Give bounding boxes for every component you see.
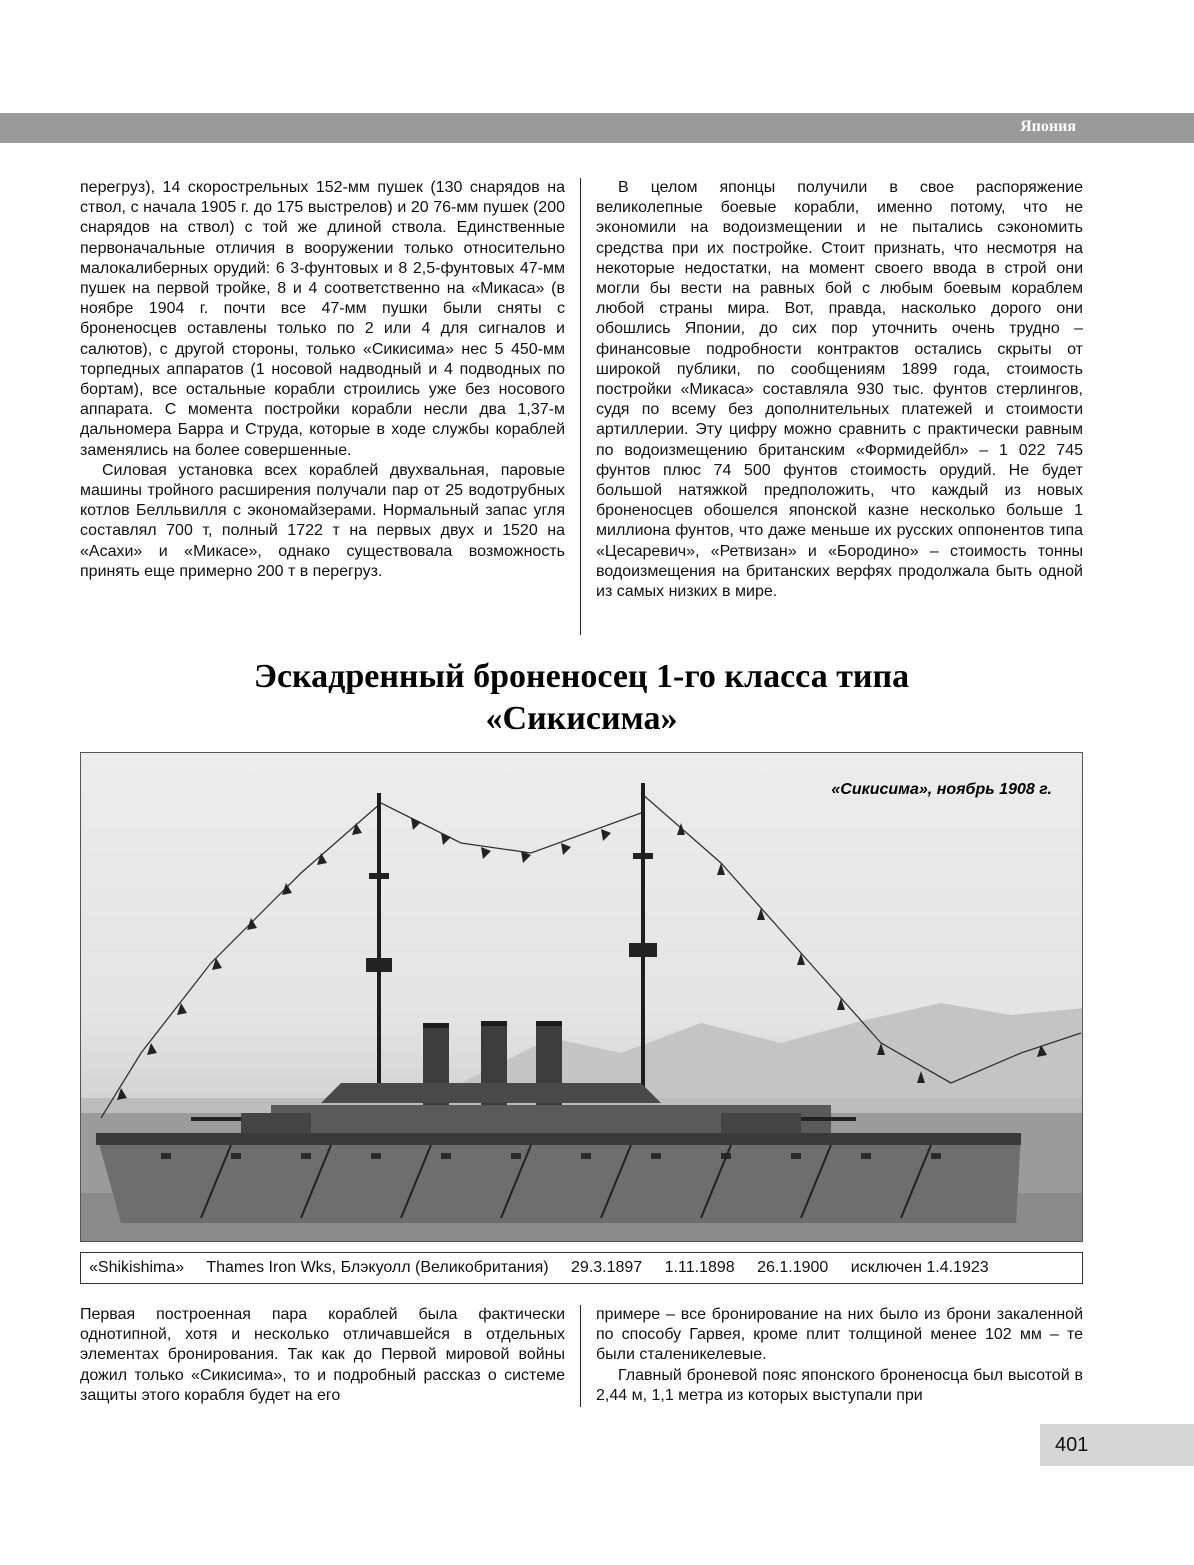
running-head: Япония bbox=[1020, 118, 1076, 135]
laid-down-date: 29.3.1897 bbox=[571, 1259, 643, 1276]
paragraph: В целом японцы получили в свое распоряжение великолепные боевые корабли, именно потому, что не экономили на водоизмещении и не пытались сэкономить средства при их постройке. Стоит признать, что несмотря на некоторые недостатки, на момент своего ввода в строй они могли бы вести на равных бой с любым боевым кораблем любой страны мира. Вот, правда, насколько дорого они обошлись Японии, до сих пор уточнить очень трудно – финансовые подробности контрактов остались скрыты от широкой публики, по сообщениям 1899 года, стоимость постройки «Микаса» составляла 930 тыс. фунтов стерлингов, судя по всему без дополнительных платежей и стоимости артиллерии. Эту цифру можно сравнить с практически равным по водоизмещению британским «Формидейбл» – 1 022 745 фунтов плюс 74 500 фунтов стоимость орудий. Не будет большой натяжкой предположить, что каждый из новых броненосцев обошелся японской казне несколько больше 1 миллиона фунтов, что даже меньше их русских оппонентов типа «Цесаревич», «Ретвизан» и «Бородино» – стоимость тонны водоизмещения на британских верфях продолжала быть одной из самых низких в мире. bbox=[596, 179, 1083, 601]
column-bottom-right bbox=[596, 1305, 1083, 1406]
commissioned-date: 26.1.1900 bbox=[757, 1259, 829, 1276]
column-top-left bbox=[80, 178, 565, 582]
ship-name: «Shikishima» bbox=[89, 1259, 185, 1276]
paragraph: Силовая установка всех кораблей двухвальная, паровые машины тройного расширения получали пар от 25 водотрубных котлов Белльвилля с экономайзерами. Нормальный запас угля составлял 700 т, полный 1722 т на первых двух и 1520 на «Асахи» и «Микасе», однако существовала возможность принять еще примерно 200 т в перегруз. bbox=[80, 461, 565, 580]
column-bottom-left bbox=[80, 1305, 565, 1406]
column-divider bbox=[580, 1305, 581, 1407]
ship-builder: Thames Iron Wks, Блэкуолл (Великобритания) bbox=[206, 1259, 549, 1276]
battleship-illustration bbox=[81, 753, 1083, 1242]
paragraph: Первая построенная пара кораблей была фактически однотипной, хотя и несколько отличавшейся в отдельных элементах бронирования. Так как до Первой мировой войны дожил только «Сикисима», то и подробный рассказ о системе защиты этого корабля будет на его bbox=[80, 1306, 565, 1404]
column-divider bbox=[580, 178, 581, 635]
ship-fate: исключен 1.4.1923 bbox=[850, 1259, 989, 1276]
paragraph: перегруз), 14 скорострельных 152-мм пушек (130 снарядов на ствол, с начала 1905 г. до 175 выстрелов) и 20 76-мм пушек (200 снарядов на ствол) с той же длиной ствола. Единственные первоначальные отличия в вооружении только относительно малокалиберных орудий: 6 3-фунтовых и 8 2,5-фунтовых 47-мм пушек на первой тройке, 8 и 4 соответственно на «Микаса» (в ноябре 1904 г. почти все 47-мм пушки были сняты с броненосцев оставлены только по 2 или 4 для сигналов и салютов), с другой стороны, только «Сикисима» нес 5 450-мм торпедных аппаратов (1 носовой надводный и 4 подводных по бортам), все остальные корабли строились уже без носового аппарата. С момента постройки корабли несли два 1,37-м дальномера Барра и Струда, которые в ходе службы кораблей заменялись на более совершенные. bbox=[80, 179, 565, 459]
page-number: 401 bbox=[1040, 1424, 1194, 1466]
section-title-line: Эскадренный броненосец 1-го класса типа bbox=[253, 658, 910, 695]
section-title bbox=[80, 656, 1083, 740]
column-top-right bbox=[596, 178, 1083, 602]
launched-date: 1.11.1898 bbox=[664, 1259, 735, 1276]
section-title-line: «Сикисима» bbox=[485, 700, 678, 737]
header-bar bbox=[0, 113, 1194, 143]
photo-caption: «Сикисима», ноябрь 1908 г. bbox=[831, 781, 1052, 798]
paragraph: примере – все бронирование на них было из брони закаленной по способу Гарвея, кроме плит толщиной менее 102 мм – те были сталеникелевые. bbox=[596, 1306, 1083, 1364]
ship-specs-table bbox=[80, 1252, 1083, 1284]
paragraph: Главный броневой пояс японского броненосца был высотой в 2,44 м, 1,1 метра из которых выступали при bbox=[596, 1366, 1083, 1404]
ship-photo bbox=[80, 752, 1083, 1242]
